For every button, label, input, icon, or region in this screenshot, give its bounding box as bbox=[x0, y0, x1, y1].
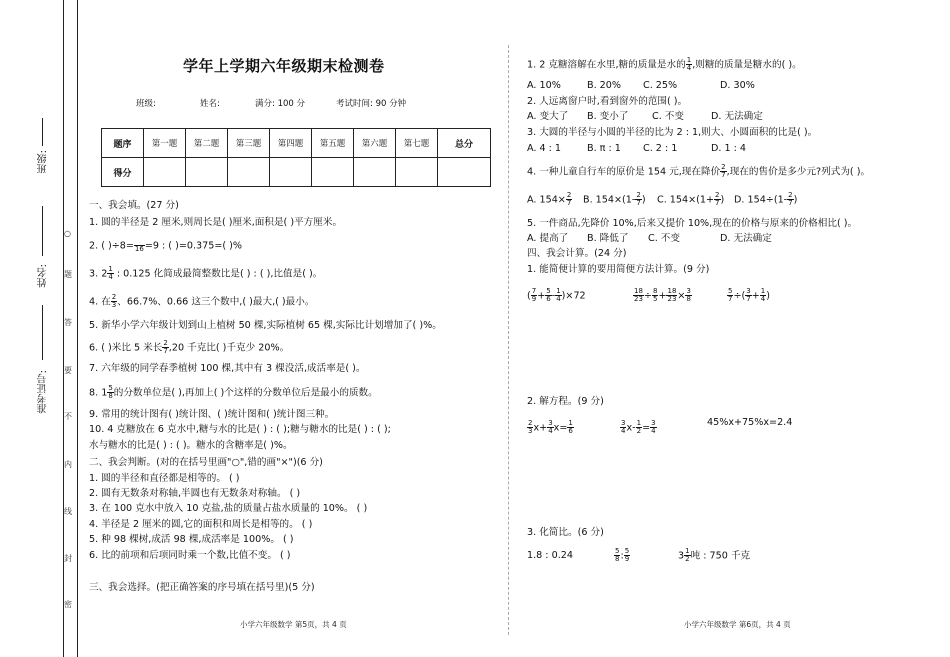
option bbox=[583, 192, 646, 207]
op: : bbox=[620, 550, 624, 562]
score-table-col: 第五题 bbox=[312, 129, 354, 158]
op: )×72 bbox=[561, 290, 586, 302]
op: ÷( bbox=[733, 290, 746, 302]
denominator: 4 bbox=[108, 273, 113, 281]
numerator: 3 bbox=[746, 287, 751, 295]
option: A. 提高了 bbox=[527, 233, 569, 244]
question: 5. 种 98 棵树,成活 98 棵,成活率是 100%。 ( ) bbox=[89, 534, 294, 545]
question bbox=[89, 340, 289, 355]
exam-time-info: 考试时间: 90 分钟 bbox=[336, 99, 407, 109]
question: 2. 圆有无数条对称轴,半圆也有无数条对称轴。 ( ) bbox=[89, 488, 301, 499]
option: B. 变小了 bbox=[587, 111, 629, 122]
section-2-title: 二、我会判断。(对的在括号里画"○",错的画"×")(6 分) bbox=[89, 457, 323, 468]
option: A. 变大了 bbox=[527, 111, 569, 122]
question-text: 6. ( )米比 5 米长 bbox=[89, 342, 163, 354]
question-text: 2. ( )÷8= bbox=[89, 240, 134, 252]
denominator: 3 bbox=[111, 301, 117, 309]
numerator: 1 bbox=[556, 287, 561, 295]
numerator: 18 bbox=[634, 287, 643, 295]
name-field-line[interactable] bbox=[42, 206, 43, 256]
ratio-1: 1.8 : 0.24 bbox=[527, 550, 573, 561]
denominator: 9 bbox=[531, 295, 537, 303]
column-divider bbox=[508, 45, 509, 635]
fraction bbox=[134, 238, 145, 253]
question-text: 1. 2 克糖溶解在水里,糖的质量是水的 bbox=[527, 59, 686, 71]
numerator: 5 bbox=[624, 547, 630, 555]
op: x= bbox=[553, 422, 568, 434]
fraction bbox=[566, 192, 572, 207]
question-text: 、66.7%、0.66 这三个数中,( )最大,( )最小。 bbox=[117, 296, 315, 308]
numerator: 3 bbox=[621, 419, 626, 427]
denominator: 8 bbox=[686, 295, 691, 303]
op: x- bbox=[626, 422, 636, 434]
score-table-row-label: 得分 bbox=[102, 158, 144, 187]
option: A. 10% bbox=[527, 80, 561, 91]
question: 7. 六年级的同学春季植树 100 棵,其中有 3 棵没活,成活率是( )。 bbox=[89, 363, 366, 374]
option: D. 无法确定 bbox=[711, 111, 763, 122]
score-table-row-label: 题序 bbox=[102, 129, 144, 158]
score-table-col: 第一题 bbox=[144, 129, 186, 158]
question: 4. 半径是 2 厘米的圆,它的面积和周长是相等的。 ( ) bbox=[89, 519, 313, 530]
option bbox=[734, 192, 797, 207]
numerator: 3 bbox=[651, 419, 656, 427]
denominator: 9 bbox=[624, 555, 630, 563]
denominator: 4 bbox=[651, 427, 656, 435]
section-4-title: 四、我会计算。(24 分) bbox=[527, 248, 627, 259]
denominator: 4 bbox=[621, 427, 626, 435]
score-cell[interactable] bbox=[354, 158, 396, 187]
score-table-total: 总分 bbox=[438, 129, 491, 158]
option: D. 1 : 4 bbox=[711, 143, 747, 154]
question: 1. 圆的半径是 2 厘米,则周长是( )厘米,面积是( )平方厘米。 bbox=[89, 217, 343, 228]
question: 3. 在 100 克水中放入 10 克盐,盐的质量占盐水质量的 10%。 ( ) bbox=[89, 503, 368, 514]
denominator: 6 bbox=[546, 295, 551, 303]
op: + bbox=[751, 290, 760, 302]
denominator: 16 bbox=[134, 245, 144, 253]
question: 3. 大圆的半径与小圆的半径的比为 2 : 1,则大、小圆面积的比是( )。 bbox=[527, 127, 818, 138]
numerator: 5 bbox=[615, 547, 620, 555]
option: C. 2 : 1 bbox=[643, 143, 678, 154]
name-label: 姓名: bbox=[200, 99, 220, 109]
denominator: 4 bbox=[548, 427, 553, 435]
denominator: 3 bbox=[528, 427, 533, 435]
ratio-3 bbox=[678, 548, 750, 563]
question bbox=[527, 57, 802, 72]
numerator: 1 bbox=[686, 56, 692, 64]
id-field-line[interactable] bbox=[42, 305, 43, 360]
section-3-title: 三、我会选择。(把正确答案的序号填在括号里)(5 分) bbox=[89, 582, 315, 593]
option: D. 无法确定 bbox=[720, 233, 772, 244]
numerator: 2 bbox=[111, 293, 117, 301]
numerator: 2 bbox=[788, 191, 793, 199]
question bbox=[89, 238, 242, 253]
full-score-info: 满分: 100 分 bbox=[255, 99, 305, 109]
option-text: D. 154÷(1- bbox=[734, 194, 788, 206]
seal-char: 答 bbox=[64, 318, 72, 327]
seal-char: 要 bbox=[64, 366, 72, 375]
option-text: A. 154× bbox=[527, 194, 566, 206]
option: B. 20% bbox=[587, 80, 622, 91]
denominator: 4 bbox=[686, 64, 692, 72]
fraction bbox=[567, 420, 573, 435]
question-text: 的分数单位是( ),再加上( )个这样的分数单位后是最小的质数。 bbox=[113, 387, 378, 399]
numerator: 2 bbox=[528, 419, 533, 427]
question-text: : 0.125 化简成最简整数比是( ) : ( ),比值是( )。 bbox=[113, 268, 323, 280]
op: ÷ bbox=[643, 290, 652, 302]
option: C. 不变 bbox=[648, 233, 680, 244]
question bbox=[89, 294, 314, 309]
seal-char: 内 bbox=[64, 460, 72, 469]
question-text: ,则糖的质量是糖水的( )。 bbox=[692, 59, 802, 71]
equation-1 bbox=[527, 420, 574, 435]
question-text: ,20 千克比( )千克少 20%。 bbox=[168, 342, 290, 354]
question-text: ,现在的售价是多少元?列式为( )。 bbox=[726, 166, 871, 178]
denominator: 4 bbox=[760, 295, 766, 303]
question: 6. 比的前项和后项同时乘一个数,比值不变。 ( ) bbox=[89, 550, 291, 561]
fraction bbox=[624, 548, 630, 563]
question: 5. 一件商品,先降价 10%,后来又提价 10%,现在的价格与原来的价格相比( )。 bbox=[527, 218, 858, 229]
seal-char: ○ bbox=[64, 229, 71, 238]
denominator: 6 bbox=[568, 427, 573, 435]
denominator: 4 bbox=[556, 295, 561, 303]
denominator: 7 bbox=[788, 199, 793, 207]
option bbox=[657, 192, 724, 207]
question: 2. 人远离窗户时,看到窗外的范围( )。 bbox=[527, 96, 688, 107]
denominator: 7 bbox=[566, 199, 572, 207]
op: x+ bbox=[533, 422, 548, 434]
option: C. 不变 bbox=[652, 111, 684, 122]
numerator: 2 bbox=[636, 191, 641, 199]
class-field-label: 班级: bbox=[38, 150, 49, 174]
name-field-label: 姓名: bbox=[38, 264, 49, 288]
numerator: 1 bbox=[108, 265, 113, 273]
denominator: 7 bbox=[721, 171, 726, 179]
option bbox=[527, 192, 572, 207]
op: + bbox=[537, 290, 546, 302]
op: = bbox=[642, 422, 651, 434]
score-cell-total[interactable] bbox=[438, 158, 491, 187]
fraction bbox=[650, 420, 656, 435]
numerator: 2 bbox=[721, 163, 726, 171]
numerator: 1 bbox=[685, 547, 690, 555]
numerator: 2 bbox=[566, 191, 572, 199]
exam-title: 学年上学期六年级期末检测卷 bbox=[183, 57, 385, 75]
calc-expression-2 bbox=[633, 288, 692, 303]
class-label: 班级: bbox=[136, 99, 156, 109]
denominator: 7 bbox=[715, 199, 720, 207]
denominator: 23 bbox=[667, 295, 677, 303]
score-table-col: 第六题 bbox=[354, 129, 396, 158]
numerator: 3 bbox=[548, 419, 553, 427]
option: B. π : 1 bbox=[587, 143, 621, 154]
numerator: 1 bbox=[760, 287, 766, 295]
close-paren: ) bbox=[641, 194, 646, 206]
question bbox=[527, 164, 870, 179]
denominator: 5 bbox=[652, 295, 658, 303]
equation-2 bbox=[620, 420, 657, 435]
numerator: 1 bbox=[636, 419, 642, 427]
score-cell[interactable] bbox=[396, 158, 438, 187]
op: ( bbox=[527, 290, 531, 302]
score-cell[interactable] bbox=[312, 158, 354, 187]
calc-expression-1 bbox=[527, 288, 586, 303]
question bbox=[89, 266, 322, 281]
section-1-title: 一、我会填。(27 分) bbox=[89, 200, 179, 211]
subsection-title: 3. 化简比。(6 分) bbox=[527, 527, 604, 538]
question: 5. 新华小学六年级计划到山上植树 50 棵,实际植树 65 棵,实际比计划增加了( )%。 bbox=[89, 320, 442, 331]
denominator: 7 bbox=[636, 199, 641, 207]
whole-part: 3 bbox=[678, 550, 685, 562]
score-table-col: 第七题 bbox=[396, 129, 438, 158]
score-table-col: 第二题 bbox=[186, 129, 228, 158]
option: A. 4 : 1 bbox=[527, 143, 562, 154]
numerator: 2 bbox=[715, 191, 720, 199]
ratio-text: 吨 : 750 千克 bbox=[690, 550, 751, 562]
score-cell[interactable] bbox=[144, 158, 186, 187]
op: - bbox=[551, 290, 556, 302]
denominator: 2 bbox=[685, 555, 690, 563]
numerator: 5 bbox=[728, 287, 733, 295]
score-table-col: 第三题 bbox=[228, 129, 270, 158]
ratio-2 bbox=[614, 548, 630, 563]
numerator: 7 bbox=[531, 287, 537, 295]
option-text: B. 154×(1- bbox=[583, 194, 636, 206]
numerator: 5 bbox=[108, 384, 113, 392]
denominator: 8 bbox=[108, 392, 113, 400]
page-footer-right: 小学六年级数学 第6页，共 4 页 bbox=[684, 620, 791, 629]
denominator: 7 bbox=[746, 295, 751, 303]
score-cell[interactable] bbox=[186, 158, 228, 187]
score-table-col: 第四题 bbox=[270, 129, 312, 158]
question-text: 8. 1 bbox=[89, 387, 108, 399]
calc-expression-3 bbox=[727, 288, 770, 303]
close-paren: ) bbox=[720, 194, 725, 206]
question: 水与糖水的比是( ) : ( )。糖水的含糖率是( )%。 bbox=[89, 440, 293, 451]
seal-char: 题 bbox=[64, 270, 72, 279]
binding-strip bbox=[0, 0, 78, 657]
question bbox=[89, 385, 378, 400]
fraction bbox=[666, 288, 677, 303]
question: 10. 4 克糖放在 6 克水中,糖与水的比是( ) : ( );糖与糖水的比是( ) : ( ); bbox=[89, 424, 391, 435]
score-cell[interactable] bbox=[228, 158, 270, 187]
option: C. 25% bbox=[643, 80, 678, 91]
option: D. 30% bbox=[720, 80, 755, 91]
question-text: 4. 在 bbox=[89, 296, 111, 308]
numerator: 5 bbox=[546, 287, 551, 295]
seal-char: 密 bbox=[64, 600, 72, 609]
binding-line-right bbox=[77, 0, 78, 657]
numerator: 18 bbox=[667, 287, 677, 295]
denominator: 8 bbox=[615, 555, 620, 563]
denominator: 7 bbox=[163, 347, 168, 355]
op: ) bbox=[766, 290, 770, 302]
seal-char: 线 bbox=[64, 507, 72, 516]
op: × bbox=[677, 290, 686, 302]
seal-char: 不 bbox=[64, 412, 72, 421]
close-paren: ) bbox=[793, 194, 798, 206]
seal-char: 封 bbox=[64, 554, 72, 563]
numerator: 2 bbox=[163, 339, 168, 347]
fraction bbox=[685, 288, 691, 303]
denominator: 7 bbox=[728, 295, 733, 303]
score-cell[interactable] bbox=[270, 158, 312, 187]
question: 9. 常用的统计图有( )统计图、( )统计图和( )统计图三种。 bbox=[89, 409, 335, 420]
denominator: 2 bbox=[636, 427, 642, 435]
equation-3: 45%x+75%x=2.4 bbox=[707, 417, 793, 428]
question-text: 4. 一种儿童自行车的原价是 154 元,现在降价 bbox=[527, 166, 721, 178]
numerator: 1 bbox=[568, 419, 573, 427]
page-footer-left: 小学六年级数学 第5页，共 4 页 bbox=[240, 620, 347, 629]
question-text: =9 : ( )=0.375=( )% bbox=[144, 240, 243, 252]
subsection-title: 2. 解方程。(9 分) bbox=[527, 396, 604, 407]
option: B. 降低了 bbox=[587, 233, 629, 244]
class-field-line[interactable] bbox=[42, 118, 43, 146]
score-table bbox=[101, 128, 491, 187]
question-text: 3. 2 bbox=[89, 268, 108, 280]
question: 1. 圆的半径和直径都是相等的。 ( ) bbox=[89, 473, 240, 484]
subsection-title: 1. 能简便计算的要用简便方法计算。(9 分) bbox=[527, 264, 710, 275]
id-field-label: 准考证号: bbox=[38, 370, 49, 414]
option-text: C. 154×(1+ bbox=[657, 194, 715, 206]
denominator: 23 bbox=[634, 295, 643, 303]
fraction bbox=[633, 288, 644, 303]
numerator: 8 bbox=[652, 287, 658, 295]
op: + bbox=[658, 290, 667, 302]
numerator: 3 bbox=[686, 287, 691, 295]
